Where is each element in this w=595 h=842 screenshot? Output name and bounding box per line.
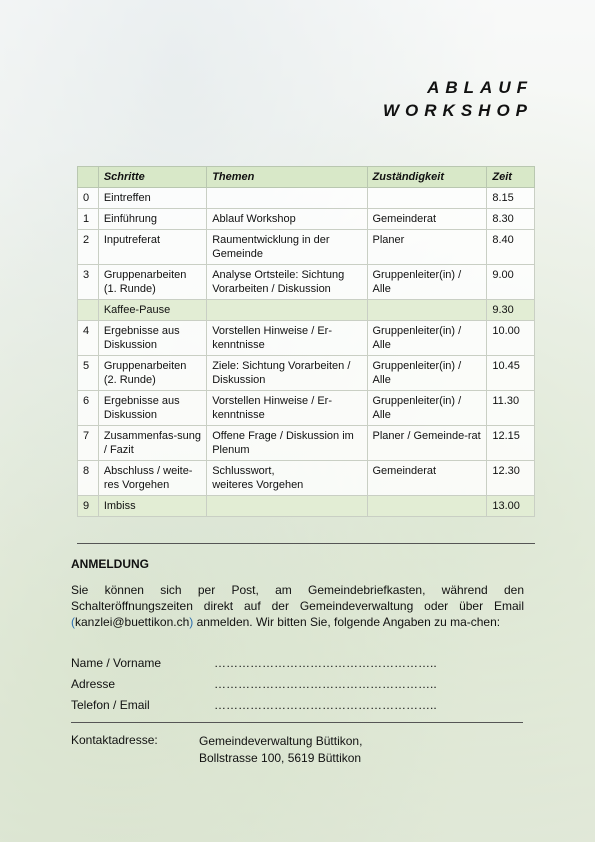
table-row xyxy=(78,496,535,517)
cell-schritt: Eintreffen xyxy=(98,188,206,209)
cell-thema: Ablauf Workshop xyxy=(207,209,367,230)
field-name xyxy=(71,656,531,672)
cell-zustaendigkeit xyxy=(367,188,487,209)
table-row xyxy=(78,321,535,356)
cell-zustaendigkeit: Planer / Gemeinde-rat xyxy=(367,426,487,461)
cell-zustaendigkeit: Gruppenleiter(in) / Alle xyxy=(367,321,487,356)
cell-zustaendigkeit: Gemeinderat xyxy=(367,209,487,230)
cell-nr: 8 xyxy=(78,461,99,496)
registration-text-after: anmelden. Wir bitten Sie, folgende Angaben zu ma-chen: xyxy=(193,615,501,629)
field-fill-line: ……………………………………………….. xyxy=(214,677,437,691)
field-label: Adresse xyxy=(71,677,116,691)
cell-schritt: Ergebnisse aus Diskussion xyxy=(98,321,206,356)
cell-schritt: Gruppenarbeiten (2. Runde) xyxy=(98,356,206,391)
field-label: Name / Vorname xyxy=(71,656,162,670)
cell-zeit: 10.00 xyxy=(487,321,535,356)
cell-zustaendigkeit: Gruppenleiter(in) / Alle xyxy=(367,391,487,426)
cell-zeit: 8.40 xyxy=(487,230,535,265)
table-row xyxy=(78,230,535,265)
table-row xyxy=(78,426,535,461)
schedule-table xyxy=(77,166,535,517)
cell-thema: Offene Frage / Diskussion im Plenum xyxy=(207,426,367,461)
cell-schritt: Einführung xyxy=(98,209,206,230)
cell-nr: 1 xyxy=(78,209,99,230)
field-fill-line: ……………………………………………….. xyxy=(214,698,437,712)
cell-zustaendigkeit: Gruppenleiter(in) / Alle xyxy=(367,356,487,391)
cell-nr xyxy=(78,300,99,321)
cell-zeit: 12.15 xyxy=(487,426,535,461)
cell-schritt: Abschluss / weite-res Vorgehen xyxy=(98,461,206,496)
cell-nr: 0 xyxy=(78,188,99,209)
table-row xyxy=(78,209,535,230)
cell-thema: Raumentwicklung in der Gemeinde xyxy=(207,230,367,265)
header-nr xyxy=(78,167,99,188)
divider-top xyxy=(77,543,535,544)
email-link[interactable]: kanzlei@buettikon.ch xyxy=(75,615,190,629)
page-title xyxy=(383,76,533,122)
cell-schritt: Inputreferat xyxy=(98,230,206,265)
cell-schritt: Gruppenarbeiten (1. Runde) xyxy=(98,265,206,300)
header-schritte: Schritte xyxy=(98,167,206,188)
table-row xyxy=(78,300,535,321)
cell-thema: Vorstellen Hinweise / Er-kenntnisse xyxy=(207,391,367,426)
registration-title: ANMELDUNG xyxy=(71,557,149,571)
table-header-row xyxy=(78,167,535,188)
cell-thema xyxy=(207,300,367,321)
cell-zustaendigkeit xyxy=(367,300,487,321)
cell-zustaendigkeit xyxy=(367,496,487,517)
schedule-body xyxy=(78,188,535,517)
cell-zustaendigkeit: Gemeinderat xyxy=(367,461,487,496)
header-zeit: Zeit xyxy=(487,167,535,188)
registration-text xyxy=(71,582,524,630)
cell-nr: 3 xyxy=(78,265,99,300)
cell-thema xyxy=(207,496,367,517)
cell-schritt: Imbiss xyxy=(98,496,206,517)
cell-zeit: 8.30 xyxy=(487,209,535,230)
contact-address xyxy=(199,733,362,767)
email-paren-close: ) xyxy=(189,615,194,629)
table-row xyxy=(78,188,535,209)
cell-zeit: 9.30 xyxy=(487,300,535,321)
cell-zeit: 8.15 xyxy=(487,188,535,209)
cell-zustaendigkeit: Gruppenleiter(in) / Alle xyxy=(367,265,487,300)
cell-zeit: 11.30 xyxy=(487,391,535,426)
cell-schritt: Ergebnisse aus Diskussion xyxy=(98,391,206,426)
cell-nr: 2 xyxy=(78,230,99,265)
field-fill-line: ……………………………………………….. xyxy=(214,656,437,670)
cell-thema xyxy=(207,188,367,209)
cell-nr: 7 xyxy=(78,426,99,461)
cell-thema: Ziele: Sichtung Vorarbeiten / Diskussion xyxy=(207,356,367,391)
contact-line-2: Bollstrasse 100, 5619 Büttikon xyxy=(199,751,362,765)
field-address xyxy=(71,677,531,693)
header-themen: Themen xyxy=(207,167,367,188)
cell-zeit: 12.30 xyxy=(487,461,535,496)
field-label: Telefon / Email xyxy=(71,698,150,712)
title-line-2: WORKSHOP xyxy=(383,101,533,120)
contact-label: Kontaktadresse: xyxy=(71,733,158,747)
cell-thema: Analyse Ortsteile: Sichtung Vorarbeiten / Diskussion xyxy=(207,265,367,300)
field-phone-email xyxy=(71,698,531,714)
cell-thema: Schlusswort, weiteres Vorgehen xyxy=(207,461,367,496)
cell-zeit: 13.00 xyxy=(487,496,535,517)
cell-zeit: 10.45 xyxy=(487,356,535,391)
table-row xyxy=(78,391,535,426)
registration-text-before: Sie können sich per Post, am Gemeindebriefkasten, während den Schalteröffnungszeiten direkt auf der Gemeindeverwaltung oder über Email xyxy=(71,583,524,613)
divider-bottom xyxy=(71,722,523,723)
table-row xyxy=(78,356,535,391)
cell-nr: 9 xyxy=(78,496,99,517)
cell-zeit: 9.00 xyxy=(487,265,535,300)
cell-nr: 6 xyxy=(78,391,99,426)
table-row xyxy=(78,461,535,496)
header-zustaendigkeit: Zuständigkeit xyxy=(367,167,487,188)
cell-schritt: Kaffee-Pause xyxy=(98,300,206,321)
cell-nr: 5 xyxy=(78,356,99,391)
cell-nr: 4 xyxy=(78,321,99,356)
email-paren-open: ( xyxy=(71,615,75,629)
table-row xyxy=(78,265,535,300)
cell-zustaendigkeit: Planer xyxy=(367,230,487,265)
contact-line-1: Gemeindeverwaltung Büttikon, xyxy=(199,734,363,748)
title-line-1: ABLAUF xyxy=(427,78,533,97)
cell-thema: Vorstellen Hinweise / Er-kenntnisse xyxy=(207,321,367,356)
cell-schritt: Zusammenfas-sung / Fazit xyxy=(98,426,206,461)
